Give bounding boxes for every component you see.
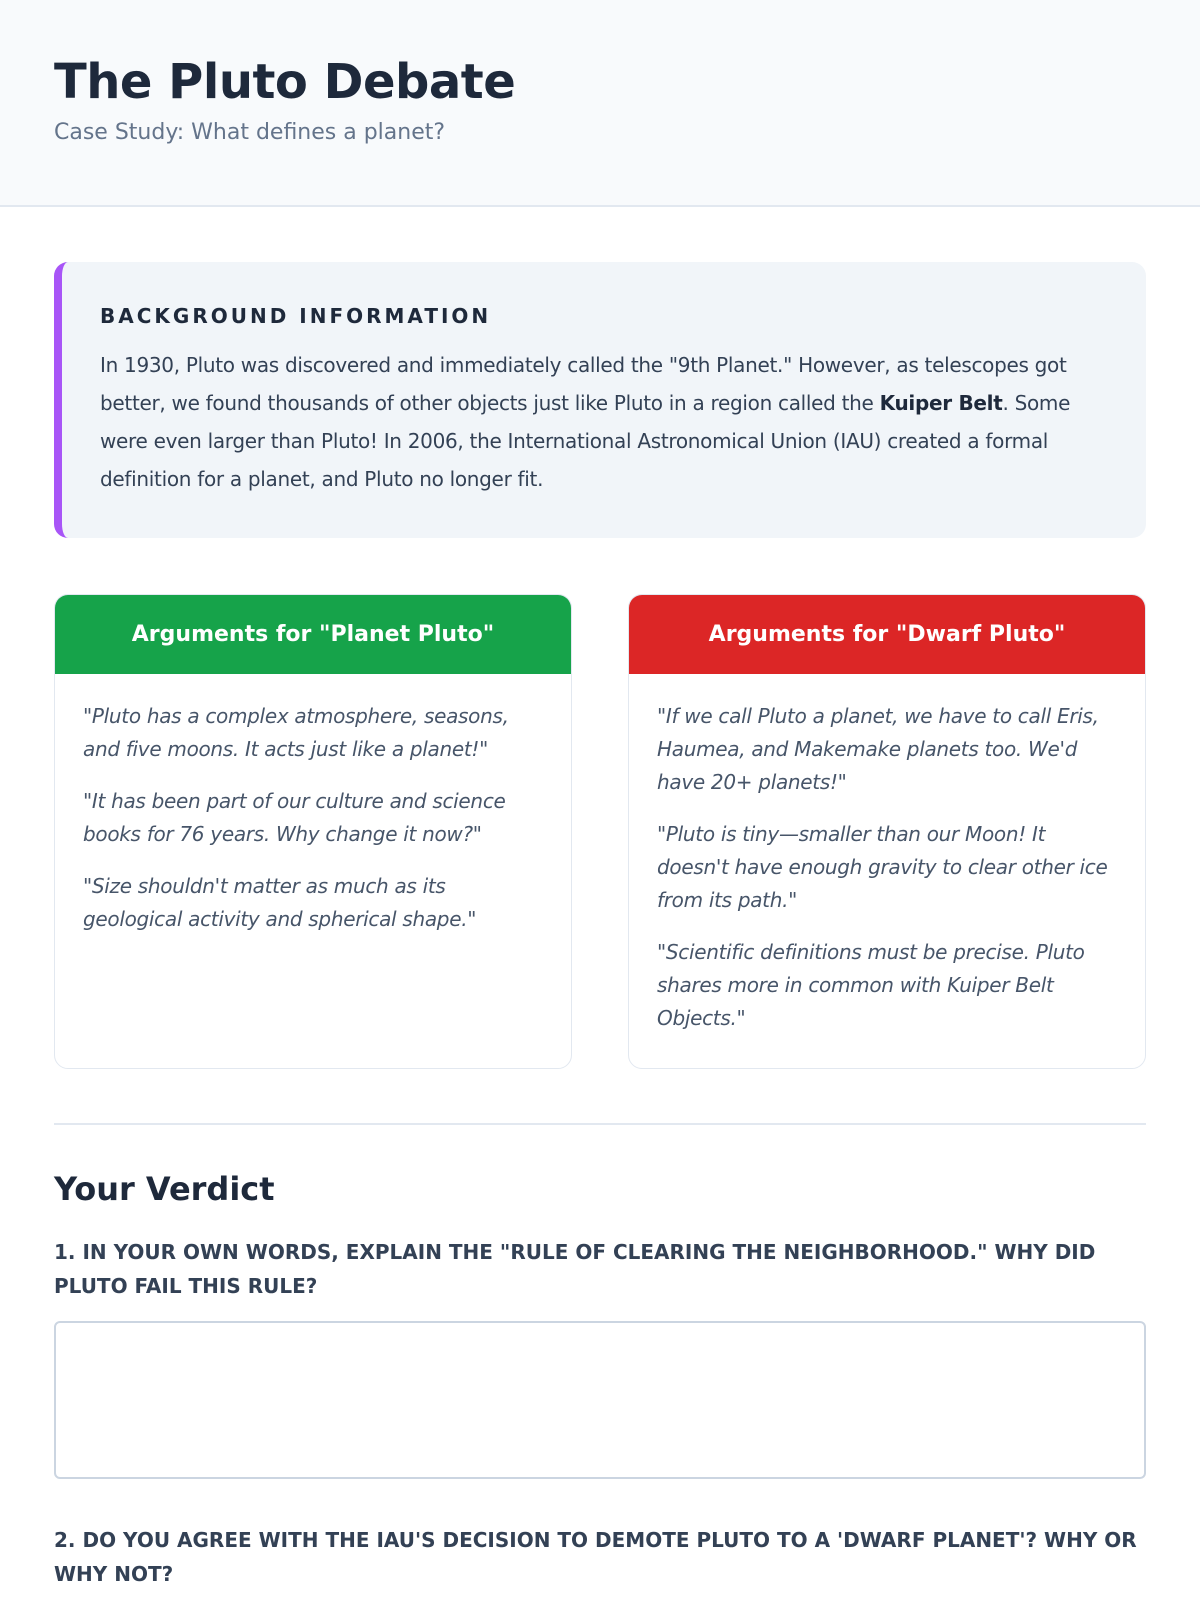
background-text-part-2: . Some were even larger than Pluto! In 2006, the International Astronomical Union (IAU) created a formal definition for a planet, and Pluto no longer fit. (100, 391, 1071, 491)
page-header (0, 0, 1200, 207)
background-info-box (54, 262, 1146, 538)
dwarf-quote: "Scientific definitions must be precise. Pluto shares more in common with Kuiper Belt Objects." (657, 940, 1085, 1030)
answer-1-textarea[interactable] (54, 1321, 1146, 1479)
background-text-part-1: In 1930, Pluto was discovered and immediately called the "9th Planet." However, as telescopes got better, we found thousands of other objects just like Pluto in a region called the (100, 353, 1067, 415)
planet-pluto-quotes (55, 674, 571, 936)
page-subtitle: Case Study: What defines a planet? (54, 120, 446, 145)
planet-pluto-heading: Arguments for "Planet Pluto" (55, 595, 571, 674)
section-divider (54, 1123, 1146, 1125)
planet-pluto-card (54, 594, 572, 1069)
page-title: The Pluto Debate (54, 54, 516, 110)
verdict-section (54, 1169, 1146, 1591)
question-1: 1. IN YOUR OWN WORDS, EXPLAIN THE "RULE OF CLEARING THE NEIGHBORHOOD." WHY DID PLUTO FAIL THIS RULE? (54, 1240, 1096, 1298)
question-2: 2. DO YOU AGREE WITH THE IAU'S DECISION TO DEMOTE PLUTO TO A 'DWARF PLANET'? WHY OR WHY NOT? (54, 1528, 1137, 1586)
dwarf-pluto-card (628, 594, 1146, 1069)
background-text (100, 346, 1108, 498)
kuiper-belt-term: Kuiper Belt (879, 391, 1003, 415)
main-content (0, 262, 1200, 1591)
dwarf-quote: "Pluto is tiny—smaller than our Moon! It doesn't have enough gravity to clear other ice from its path." (657, 822, 1108, 912)
planet-quote: "Pluto has a complex atmosphere, seasons, and five moons. It acts just like a planet!" (83, 704, 509, 761)
dwarf-quote: "If we call Pluto a planet, we have to call Eris, Haumea, and Makemake planets too. We'd have 20+ planets!" (657, 704, 1099, 794)
planet-quote: "Size shouldn't matter as much as its geological activity and spherical shape." (83, 874, 477, 931)
arguments-columns (54, 594, 1146, 1069)
background-heading: BACKGROUND INFORMATION (100, 304, 492, 328)
dwarf-pluto-quotes (629, 674, 1145, 1035)
planet-quote: "It has been part of our culture and science books for 76 years. Why change it now?" (83, 789, 506, 846)
verdict-title: Your Verdict (54, 1170, 275, 1208)
dwarf-pluto-heading: Arguments for "Dwarf Pluto" (629, 595, 1145, 674)
